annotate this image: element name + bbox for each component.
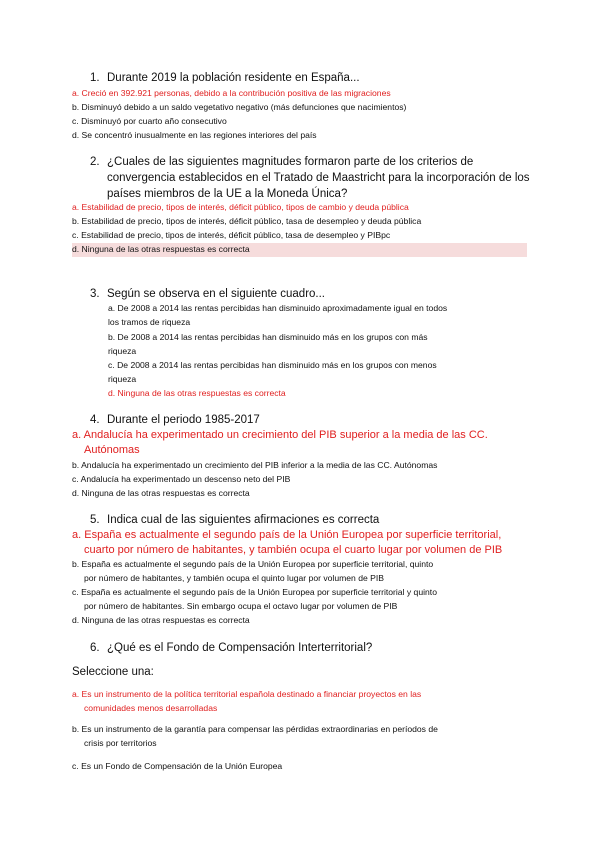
question-text: Indica cual de las siguientes afirmaciones es correcta bbox=[107, 514, 380, 526]
question-number: 6. bbox=[90, 642, 100, 654]
q1-option-a[interactable]: a. Creció en 392.921 personas, debido a la contribución positiva de las migraciones bbox=[72, 88, 391, 98]
question-2 bbox=[90, 154, 530, 202]
q6-option-a[interactable]: a. Es un instrumento de la política territorial española destinado a financiar proyectos en las comunidades menos desarrolladas bbox=[72, 689, 422, 713]
q2-option-b[interactable]: b. Estabilidad de precio, tipos de interés, déficit público, tasa de desempleo y deuda pública bbox=[72, 216, 422, 226]
question-number: 3. bbox=[90, 288, 100, 300]
q3-option-b[interactable]: b. De 2008 a 2014 las rentas percibidas han disminuido más en los grupos con más riqueza bbox=[108, 332, 428, 356]
question-text: ¿Qué es el Fondo de Compensación Interterritorial? bbox=[107, 642, 373, 654]
select-prompt: Seleccione una: bbox=[72, 666, 154, 678]
question-3 bbox=[90, 286, 325, 302]
q3-option-c[interactable]: c. De 2008 a 2014 las rentas percibidas han disminuido más en los grupos con menos riqueza bbox=[108, 360, 437, 384]
q6-option-b[interactable]: b. Es un instrumento de la garantía para compensar las pérdidas extraordinarias en períodos de crisis por territorios bbox=[72, 724, 438, 748]
question-text: Durante el periodo 1985-2017 bbox=[107, 414, 260, 426]
q6-option-c[interactable]: c. Es un Fondo de Compensación de la Unión Europea bbox=[72, 761, 283, 771]
q4-option-c[interactable]: c. Andalucía ha experimentado un descenso neto del PIB bbox=[72, 474, 291, 484]
q1-option-c[interactable]: c. Disminuyó por cuarto año consecutivo bbox=[72, 116, 227, 126]
question-5 bbox=[90, 512, 379, 528]
q5-option-d[interactable]: d. Ninguna de las otras respuestas es correcta bbox=[72, 615, 250, 625]
q2-option-c[interactable]: c. Estabilidad de precio, tipos de interés, déficit público, tasa de desempleo y PIBpc bbox=[72, 230, 391, 240]
q3-option-d[interactable]: d. Ninguna de las otras respuestas es correcta bbox=[108, 388, 286, 398]
question-6 bbox=[90, 640, 372, 656]
q1-option-b[interactable]: b. Disminuyó debido a un saldo vegetativo negativo (más defunciones que nacimientos) bbox=[72, 102, 407, 112]
question-number: 4. bbox=[90, 414, 100, 426]
question-text: Según se observa en el siguiente cuadro... bbox=[107, 288, 326, 300]
q4-option-b[interactable]: b. Andalucía ha experimentado un crecimiento del PIB inferior a la media de las CC. Autónomas bbox=[72, 460, 438, 470]
question-text: convergencia establecidos en el Tratado de Maastricht para la incorporación de los bbox=[107, 172, 530, 184]
question-text: países miembros de la UE a la Moneda Única? bbox=[107, 188, 348, 200]
q5-option-b[interactable]: b. España es actualmente el segundo país de la Unión Europea por superficie territorial, quinto por número de habitantes, y también ocupa el quinto lugar por volumen de PIB bbox=[72, 559, 434, 583]
q5-option-a[interactable]: a. España es actualmente el segundo país de la Unión Europea por superficie territorial, cuarto por número de habitantes, y también ocupa el cuarto lugar por volumen de PIB bbox=[72, 529, 503, 556]
q2-option-a[interactable]: a. Estabilidad de precio, tipos de interés, déficit público, tipos de cambio y deuda pública bbox=[72, 202, 409, 212]
question-4 bbox=[90, 412, 260, 428]
question-text: Durante 2019 la población residente en España... bbox=[107, 72, 360, 84]
q1-option-d[interactable]: d. Se concentró inusualmente en las regiones interiores del país bbox=[72, 130, 317, 140]
question-number: 5. bbox=[90, 514, 100, 526]
q2-option-d[interactable]: d. Ninguna de las otras respuestas es correcta bbox=[72, 243, 527, 257]
q4-option-d[interactable]: d. Ninguna de las otras respuestas es correcta bbox=[72, 488, 250, 498]
question-number: 2. bbox=[90, 156, 100, 168]
q5-option-c[interactable]: c. España es actualmente el segundo país de la Unión Europea por superficie territorial y quinto por número de habitantes. Sin embargo ocupa el octavo lugar por volumen de PIB bbox=[72, 587, 437, 611]
q3-option-a[interactable]: a. De 2008 a 2014 las rentas percibidas han disminuido aproximadamente igual en todos los tramos de riqueza bbox=[108, 303, 448, 327]
question-text: ¿Cuales de las siguientes magnitudes formaron parte de los criterios de bbox=[107, 156, 474, 168]
q4-option-a[interactable]: a. Andalucía ha experimentado un crecimiento del PIB superior a la media de las CC. Autónomas bbox=[72, 429, 488, 456]
question-1 bbox=[90, 70, 360, 86]
question-number: 1. bbox=[90, 72, 100, 84]
